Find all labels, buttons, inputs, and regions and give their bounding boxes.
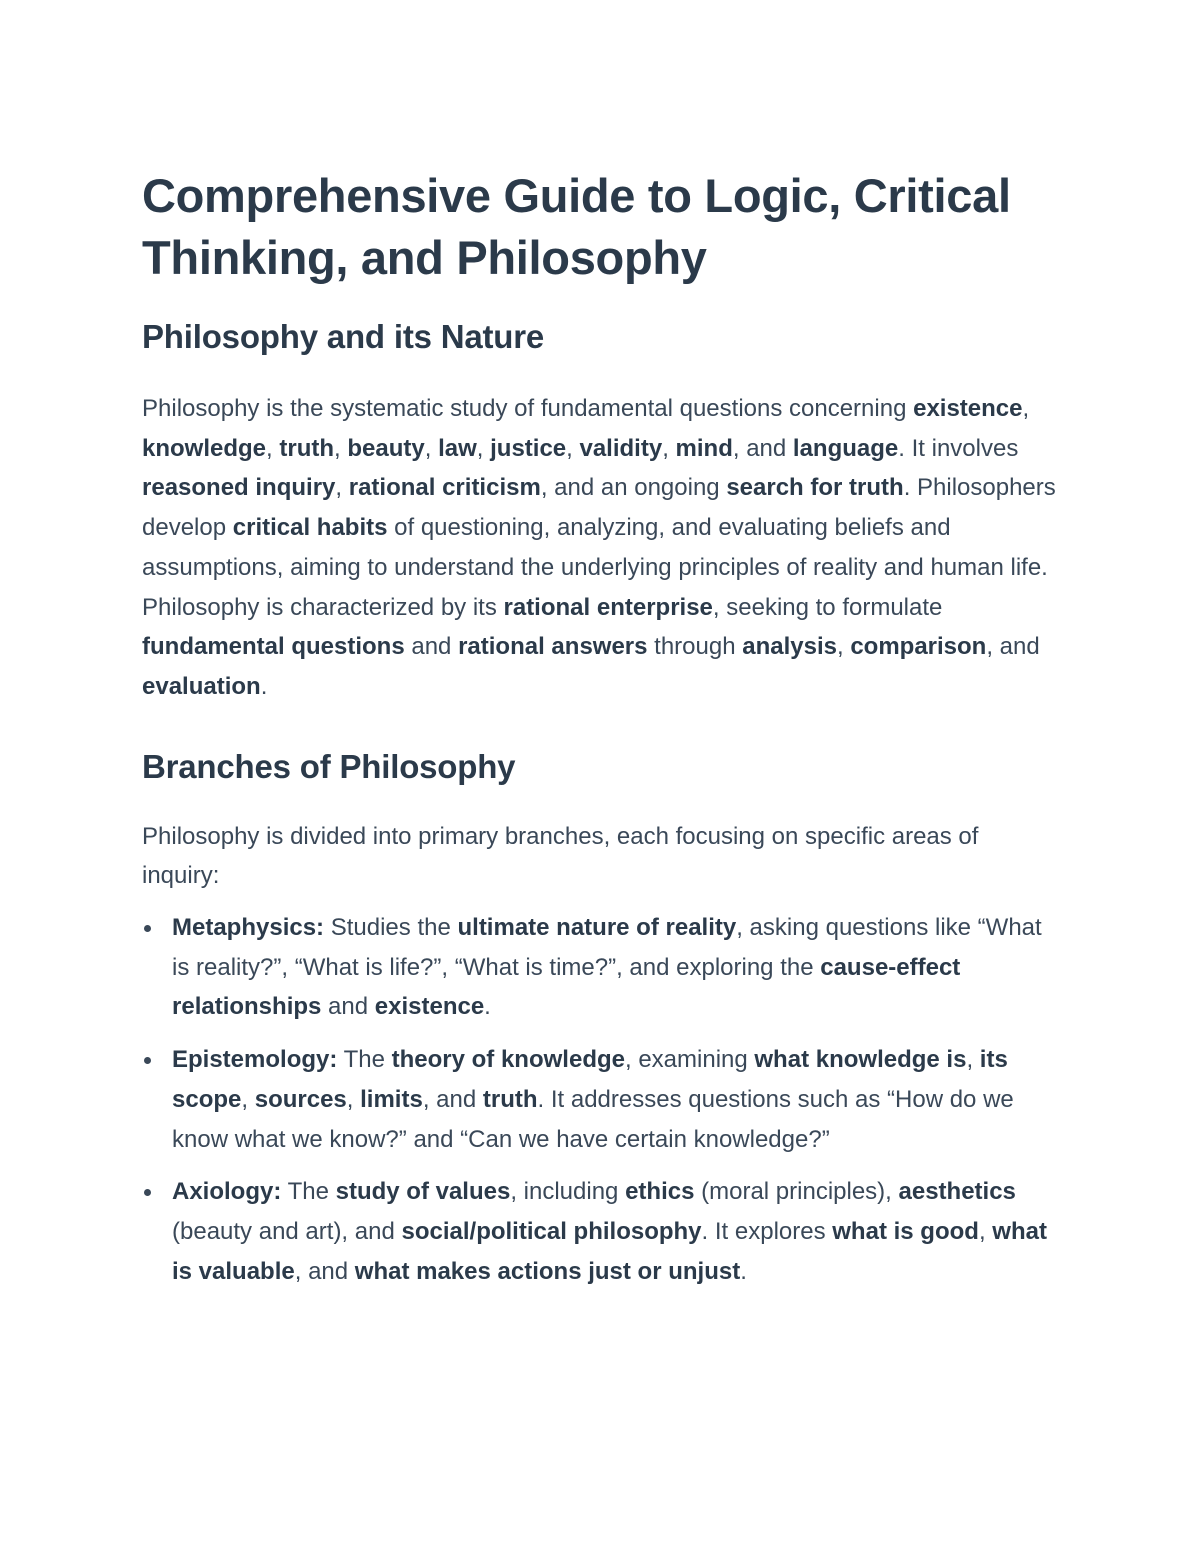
bold-term: mind — [675, 434, 733, 462]
bold-term: what knowledge is — [754, 1046, 967, 1074]
bold-term: comparison — [850, 633, 987, 661]
bold-term: existence — [374, 993, 485, 1021]
bold-term: existence — [913, 395, 1023, 422]
bold-term: language — [792, 434, 899, 462]
list-item-text: Metaphysics: Studies the ultimate nature of reality, asking questions like “What is reality?”, “What is life?”, “What is time?”, and exploring the cause-effect relationships and existence. — [172, 914, 1042, 1021]
bold-term: law — [438, 434, 477, 462]
section-paragraph-nature: Philosophy is the systematic study of fundamental questions concerning existence, knowledge, truth, beauty, law, justice, validity, mind, and language. It involves reasoned inquiry, rational criticism, and an ongoing search for truth. Philosophers develop critical habits of questioning, analyzing, and evaluating beliefs and assumptions, aiming to understand the underlying principles of reality and human life. Philosophy is characterized by its rational enterprise, seeking to formulate fundamental questions and rational answers through analysis, comparison, and evaluation. — [142, 395, 1056, 700]
bullet-icon — [144, 1057, 151, 1064]
bold-term: what makes actions just or unjust — [354, 1257, 741, 1285]
bold-term: evaluation — [142, 672, 261, 700]
bold-term: fundamental questions — [142, 633, 405, 661]
bold-term: critical habits — [232, 514, 388, 542]
bold-term: what is valuable — [172, 1217, 1047, 1285]
bold-term: truth — [482, 1085, 538, 1113]
bold-term: search for truth — [726, 474, 904, 502]
branches-list — [142, 908, 1057, 1291]
bold-term: aesthetics — [898, 1178, 1016, 1206]
bold-term: rational enterprise — [503, 593, 713, 621]
bold-term: ethics — [625, 1178, 695, 1206]
list-item-text: Axiology: The study of values, including ethics (moral principles), aesthetics (beauty and art), and social/political philosophy. It explores what is good, what is valuable, and what makes actions just or unjust. — [172, 1178, 1047, 1285]
bold-term: limits — [360, 1085, 423, 1113]
bold-term: validity — [579, 434, 663, 462]
bold-term: rational criticism — [348, 474, 541, 502]
bold-term: its scope — [172, 1046, 1008, 1113]
bullet-icon — [144, 925, 151, 932]
bold-term: knowledge — [142, 434, 267, 462]
list-item-axiology — [142, 1172, 1057, 1291]
bold-term: what is good — [832, 1217, 979, 1245]
section-heading-branches: Branches of Philosophy — [142, 747, 516, 785]
bold-term: study of values — [335, 1178, 511, 1206]
bold-term: sources — [254, 1085, 347, 1113]
bold-term: Epistemology: — [172, 1046, 338, 1074]
list-item-text: Epistemology: The theory of knowledge, examining what knowledge is, its scope, sources, limits, and truth. It addresses questions such as “How do we know what we know?” and “Can we have certain knowledge?” — [172, 1046, 1014, 1153]
bold-term: analysis — [742, 633, 837, 661]
list-item-metaphysics — [142, 908, 1057, 1027]
bold-term: Metaphysics: — [172, 914, 325, 942]
bold-term: cause-effect relationships — [172, 953, 961, 1021]
bold-term: theory of knowledge — [391, 1046, 625, 1074]
document-title: Comprehensive Guide to Logic, Critical Thinking, and Philosophy — [142, 169, 1011, 284]
bold-term: ultimate nature of reality — [457, 914, 737, 942]
bold-term: Axiology: — [172, 1178, 282, 1206]
section-heading-nature: Philosophy and its Nature — [142, 318, 545, 355]
bold-term: social/political philosophy — [401, 1217, 702, 1245]
document-page — [142, 165, 1057, 1304]
list-item-epistemology — [142, 1040, 1057, 1159]
bold-term: rational answers — [458, 633, 648, 661]
section-paragraph-branches: Philosophy is divided into primary branches, each focusing on specific areas of inquiry: — [142, 822, 979, 890]
bold-term: truth — [279, 434, 335, 462]
bold-term: reasoned inquiry — [142, 474, 336, 502]
bullet-icon — [144, 1189, 151, 1196]
bold-term: beauty — [347, 434, 425, 462]
bold-term: justice — [490, 434, 567, 462]
